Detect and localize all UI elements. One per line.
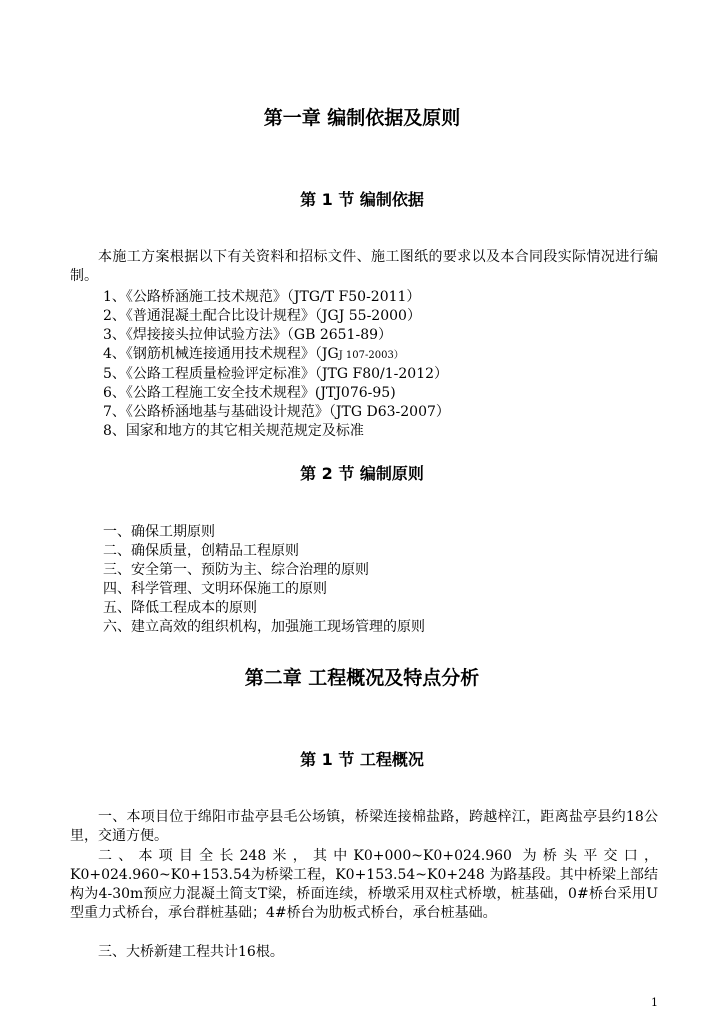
basis-item: 2、《普通混凝土配合比设计规程》（JGJ 55-2000） [103,308,421,324]
chapter-2-section-1-title: 第 1 节 工程概况 [300,750,424,769]
basis-list [103,288,450,441]
basis-item: 6、《公路工程施工安全技术规程》(JTJ076-95) [103,385,396,401]
basis-item: 8、国家和地方的其它相关规范规定及标准 [103,423,364,439]
chapter-1-section-1-title: 第 1 节 编制依据 [300,190,424,209]
chapter-1-section-2-title: 第 2 节 编制原则 [300,464,424,483]
principle-item: 四、科学管理、文明环保施工的原则 [103,581,327,597]
overview-paragraph-2: 二、本项目全长248米，其中K0+000~K0+024.960 为桥头平交口，K0+024.960~K0+153.54为桥梁工程，K0+153.54~K0+248 为路基段。其中桥梁上部结构为4-30m预应力混凝土简支T梁，桥面连续，桥墩采用双柱式桥墩，桩基础，0#桥台采用U型重力式桥台，承台群桩基础；4#桥台为肋板式桥台，承台桩基础。 [70,848,658,921]
basis-item: 3、《焊接接头拉伸试验方法》（GB 2651-89） [103,327,393,343]
basis-item-4-main: 4、《钢筋机械连接通用技术规程》（JG [103,346,339,362]
overview-paragraph-1: 一、本项目位于绵阳市盐亭县毛公场镇，桥梁连接棉盐路，跨越梓江，距离盐亭县约18公里，交通方便。 [70,809,658,844]
principle-item: 二、确保质量，创精品工程原则 [103,543,299,559]
basis-intro-paragraph: 本施工方案根据以下有关资料和招标文件、施工图纸的要求以及本合同段实际情况进行编制。 [70,249,658,284]
basis-item: 5、《公路工程质量检验评定标准》（JTG F80/1-2012） [103,366,449,382]
principle-item: 六、建立高效的组织机构，加强施工现场管理的原则 [103,619,425,635]
basis-item: 7、《公路桥涵地基与基础设计规范》（JTG D63-2007） [103,404,450,420]
principle-item: 一、确保工期原则 [103,524,215,540]
page-number: 1 [651,996,658,1009]
chapter-2-title: 第二章 工程概况及特点分析 [244,667,480,689]
overview-paragraph-3: 三、大桥新建工程共计16根。 [98,944,284,960]
basis-item-4 [103,345,450,365]
basis-item-4-small: J 107-2003） [338,350,404,361]
principle-item: 三、安全第一、预防为主、综合治理的原则 [103,562,369,578]
chapter-1-title: 第一章 编制依据及原则 [263,107,461,129]
basis-item: 1、《公路桥涵施工技术规范》（JTG/T F50-2011） [103,289,421,305]
principles-list [103,523,425,637]
principle-item: 五、降低工程成本的原则 [103,600,257,616]
